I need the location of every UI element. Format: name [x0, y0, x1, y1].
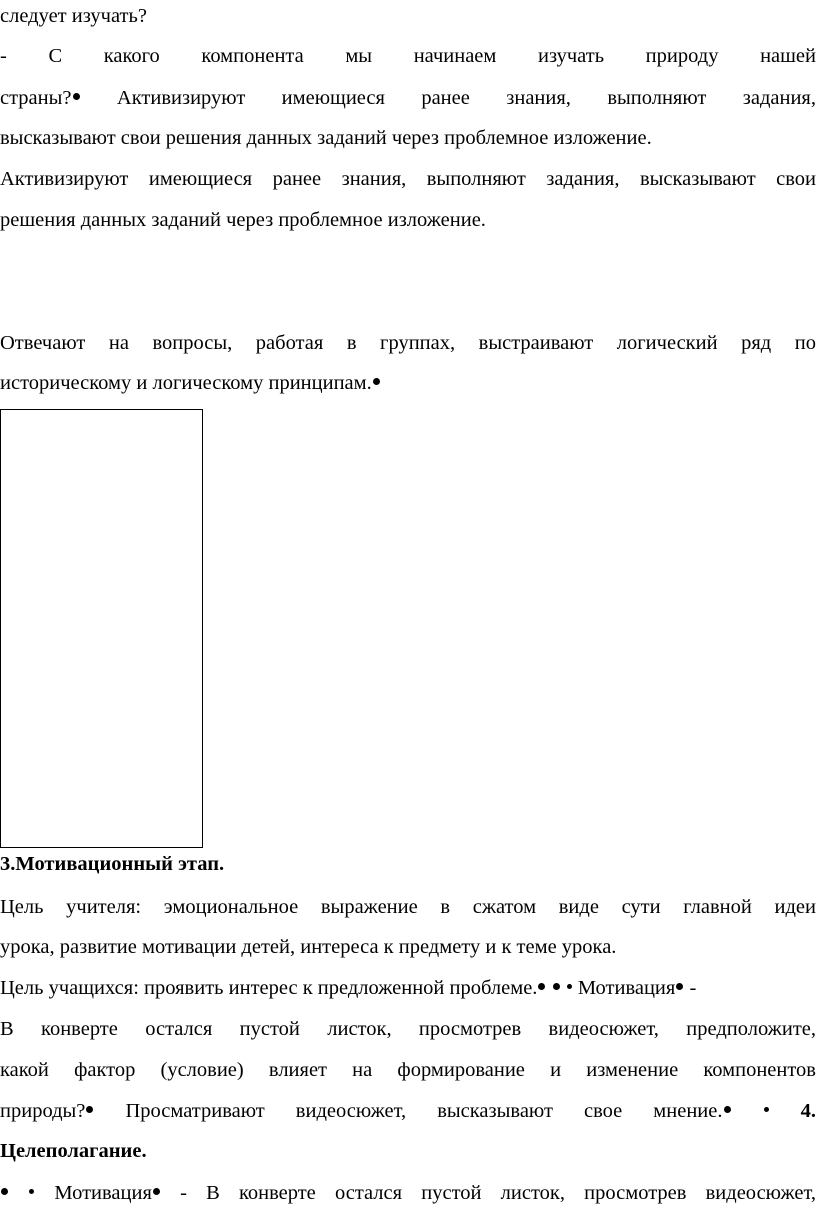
text-line-17 — [0, 1181, 816, 1205]
bullet-dot-icon — [153, 1188, 160, 1195]
text-line-15 — [0, 1099, 816, 1123]
text-fragment: Просматривают видеосюжет, высказывают свое мнение. — [94, 1100, 723, 1122]
bullet-dot-icon — [724, 1106, 731, 1113]
text-line-1: следует изучать? — [0, 5, 147, 27]
text-line-5: Активизируют имеющиеся ранее знания, выполняют задания, высказывают свои — [0, 168, 816, 190]
bullet-dot-icon — [676, 983, 683, 990]
text-line-14: какой фактор (условие) влияет на формирование и изменение компонентов — [0, 1059, 816, 1081]
text-fragment: Мотивация — [35, 1182, 152, 1204]
bullet-dot-icon — [73, 93, 80, 100]
text-line-11: урока, развитие мотивации детей, интереса к предмету и к теме урока. — [0, 936, 617, 958]
text-fragment: - — [684, 977, 697, 999]
text-fragment: страны? — [0, 87, 72, 109]
bullet-dot-icon — [1, 1188, 8, 1195]
section-heading-motivation: 3.Мотивационный этап. — [0, 853, 225, 875]
section-heading-goal-setting: Целеполагание. — [0, 1140, 147, 1162]
text-line-4: высказывают свои решения данных заданий через проблемное изложение. — [0, 127, 652, 149]
bullet-dot-icon — [373, 378, 380, 385]
text-fragment: Цель учащихся: проявить интерес к предложенной проблеме. — [0, 977, 538, 999]
text-line-7: Отвечают на вопросы, работая в группах, выстраивают логический ряд по — [0, 332, 816, 354]
text-line-10: Цель учителя: эмоциональное выражение в сжатом виде сути главной идеи — [0, 896, 816, 918]
bullet-dot-icon — [538, 983, 545, 990]
text-fragment: - В конверте остался пустой листок, просмотрев видеосюжет, — [160, 1182, 816, 1204]
bullet-dot-icon — [86, 1106, 93, 1113]
text-fragment: Мотивация — [572, 977, 676, 999]
bullet-dot-icon — [29, 1189, 34, 1194]
text-line-13: В конверте остался пустой листок, просмотрев видеосюжет, предположите, — [0, 1018, 816, 1040]
section-number: 4. — [769, 1100, 816, 1122]
text-line-8 — [0, 371, 816, 395]
bullet-dot-icon — [553, 983, 560, 990]
bullet-dot-icon — [764, 1107, 769, 1112]
bullet-dot-icon — [567, 984, 572, 989]
text-line-12 — [0, 976, 816, 1000]
text-fragment: историческому и логическому принципам. — [0, 372, 372, 394]
text-line-2: - С какого компонента мы начинаем изучать природу нашей — [0, 45, 816, 67]
empty-frame — [0, 409, 203, 848]
text-fragment: природы? — [0, 1100, 86, 1122]
text-line-3 — [0, 86, 816, 110]
text-line-6: решения данных заданий через проблемное изложение. — [0, 209, 486, 231]
text-fragment: Активизируют имеющиеся ранее знания, выполняют задания, — [80, 87, 816, 109]
